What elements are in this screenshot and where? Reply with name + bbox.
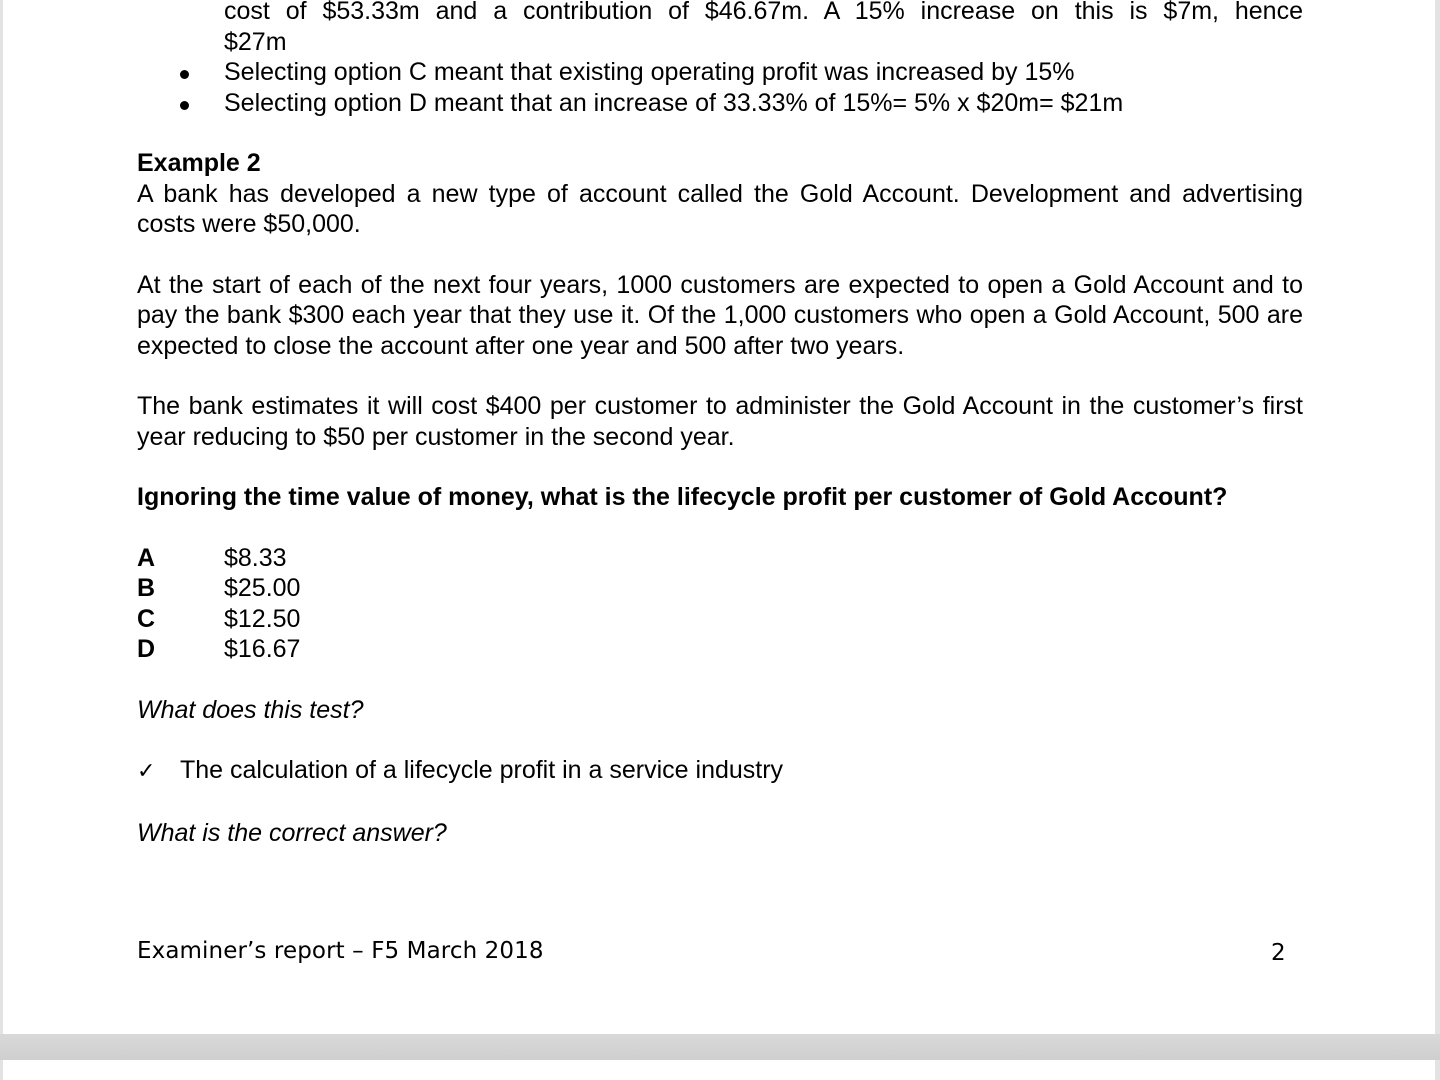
answer-option [137,634,1303,665]
continued-text-line-2: $27m [224,27,287,56]
example-paragraph-3: The bank estimates it will cost $400 per customer to administer the Gold Account in the customer’s first year reducing to $50 per customer in the second year. [137,392,1303,451]
bullet-dot-icon [180,101,189,110]
example-paragraph-1: A bank has developed a new type of account called the Gold Account. Development and advertising costs were $50,000. [137,179,1303,238]
check-item-text: The calculation of a lifecycle profit in a service industry [180,756,784,784]
option-value: $25.00 [224,574,301,602]
page-separator [0,1034,1440,1060]
example-heading: Example 2 [137,149,261,177]
correct-answer-question: What is the correct answer? [137,818,447,847]
option-letter: A [137,543,156,572]
answer-option [137,573,1303,604]
footer-title: Examiner’s report – F5 March 2018 [137,938,544,964]
bullet-dot-icon [180,70,189,79]
check-item [137,755,1303,788]
option-letter: C [137,604,156,633]
bullet-item [137,88,1303,119]
next-page-edge [3,1060,1435,1080]
option-value: $8.33 [224,543,287,572]
bullet-item [137,57,1303,88]
option-letter: B [137,574,156,602]
answer-option [137,604,1303,635]
bullet-text: Selecting option D meant that an increase of 33.33% of 15%= 5% x $20m= $21m [224,88,1124,117]
bullet-text: Selecting option C meant that existing operating profit was increased by 15% [224,58,1075,86]
test-question: What does this test? [137,695,364,724]
checkmark-icon: ✓ [137,759,156,784]
example-paragraph-2: At the start of each of the next four years, 1000 customers are expected to open a Gold Account and to pay the bank $300 each year that they use it. Of the 1,000 customers who open a Gold Account, 500 are expected to close the account after one year and 500 after two years. [137,270,1303,360]
continued-text-line-1: cost of $53.33m and a contribution of $46.67m. A 15% increase on this is $7m, hence [224,0,1303,25]
option-value: $16.67 [224,635,301,663]
question-text: Ignoring the time value of money, what is the lifecycle profit per customer of Gold Account? [137,483,1228,511]
answer-option [137,543,1303,574]
option-letter: D [137,635,156,663]
page-number: 2 [1271,940,1286,966]
option-value: $12.50 [224,604,301,633]
page-content [137,0,1303,848]
